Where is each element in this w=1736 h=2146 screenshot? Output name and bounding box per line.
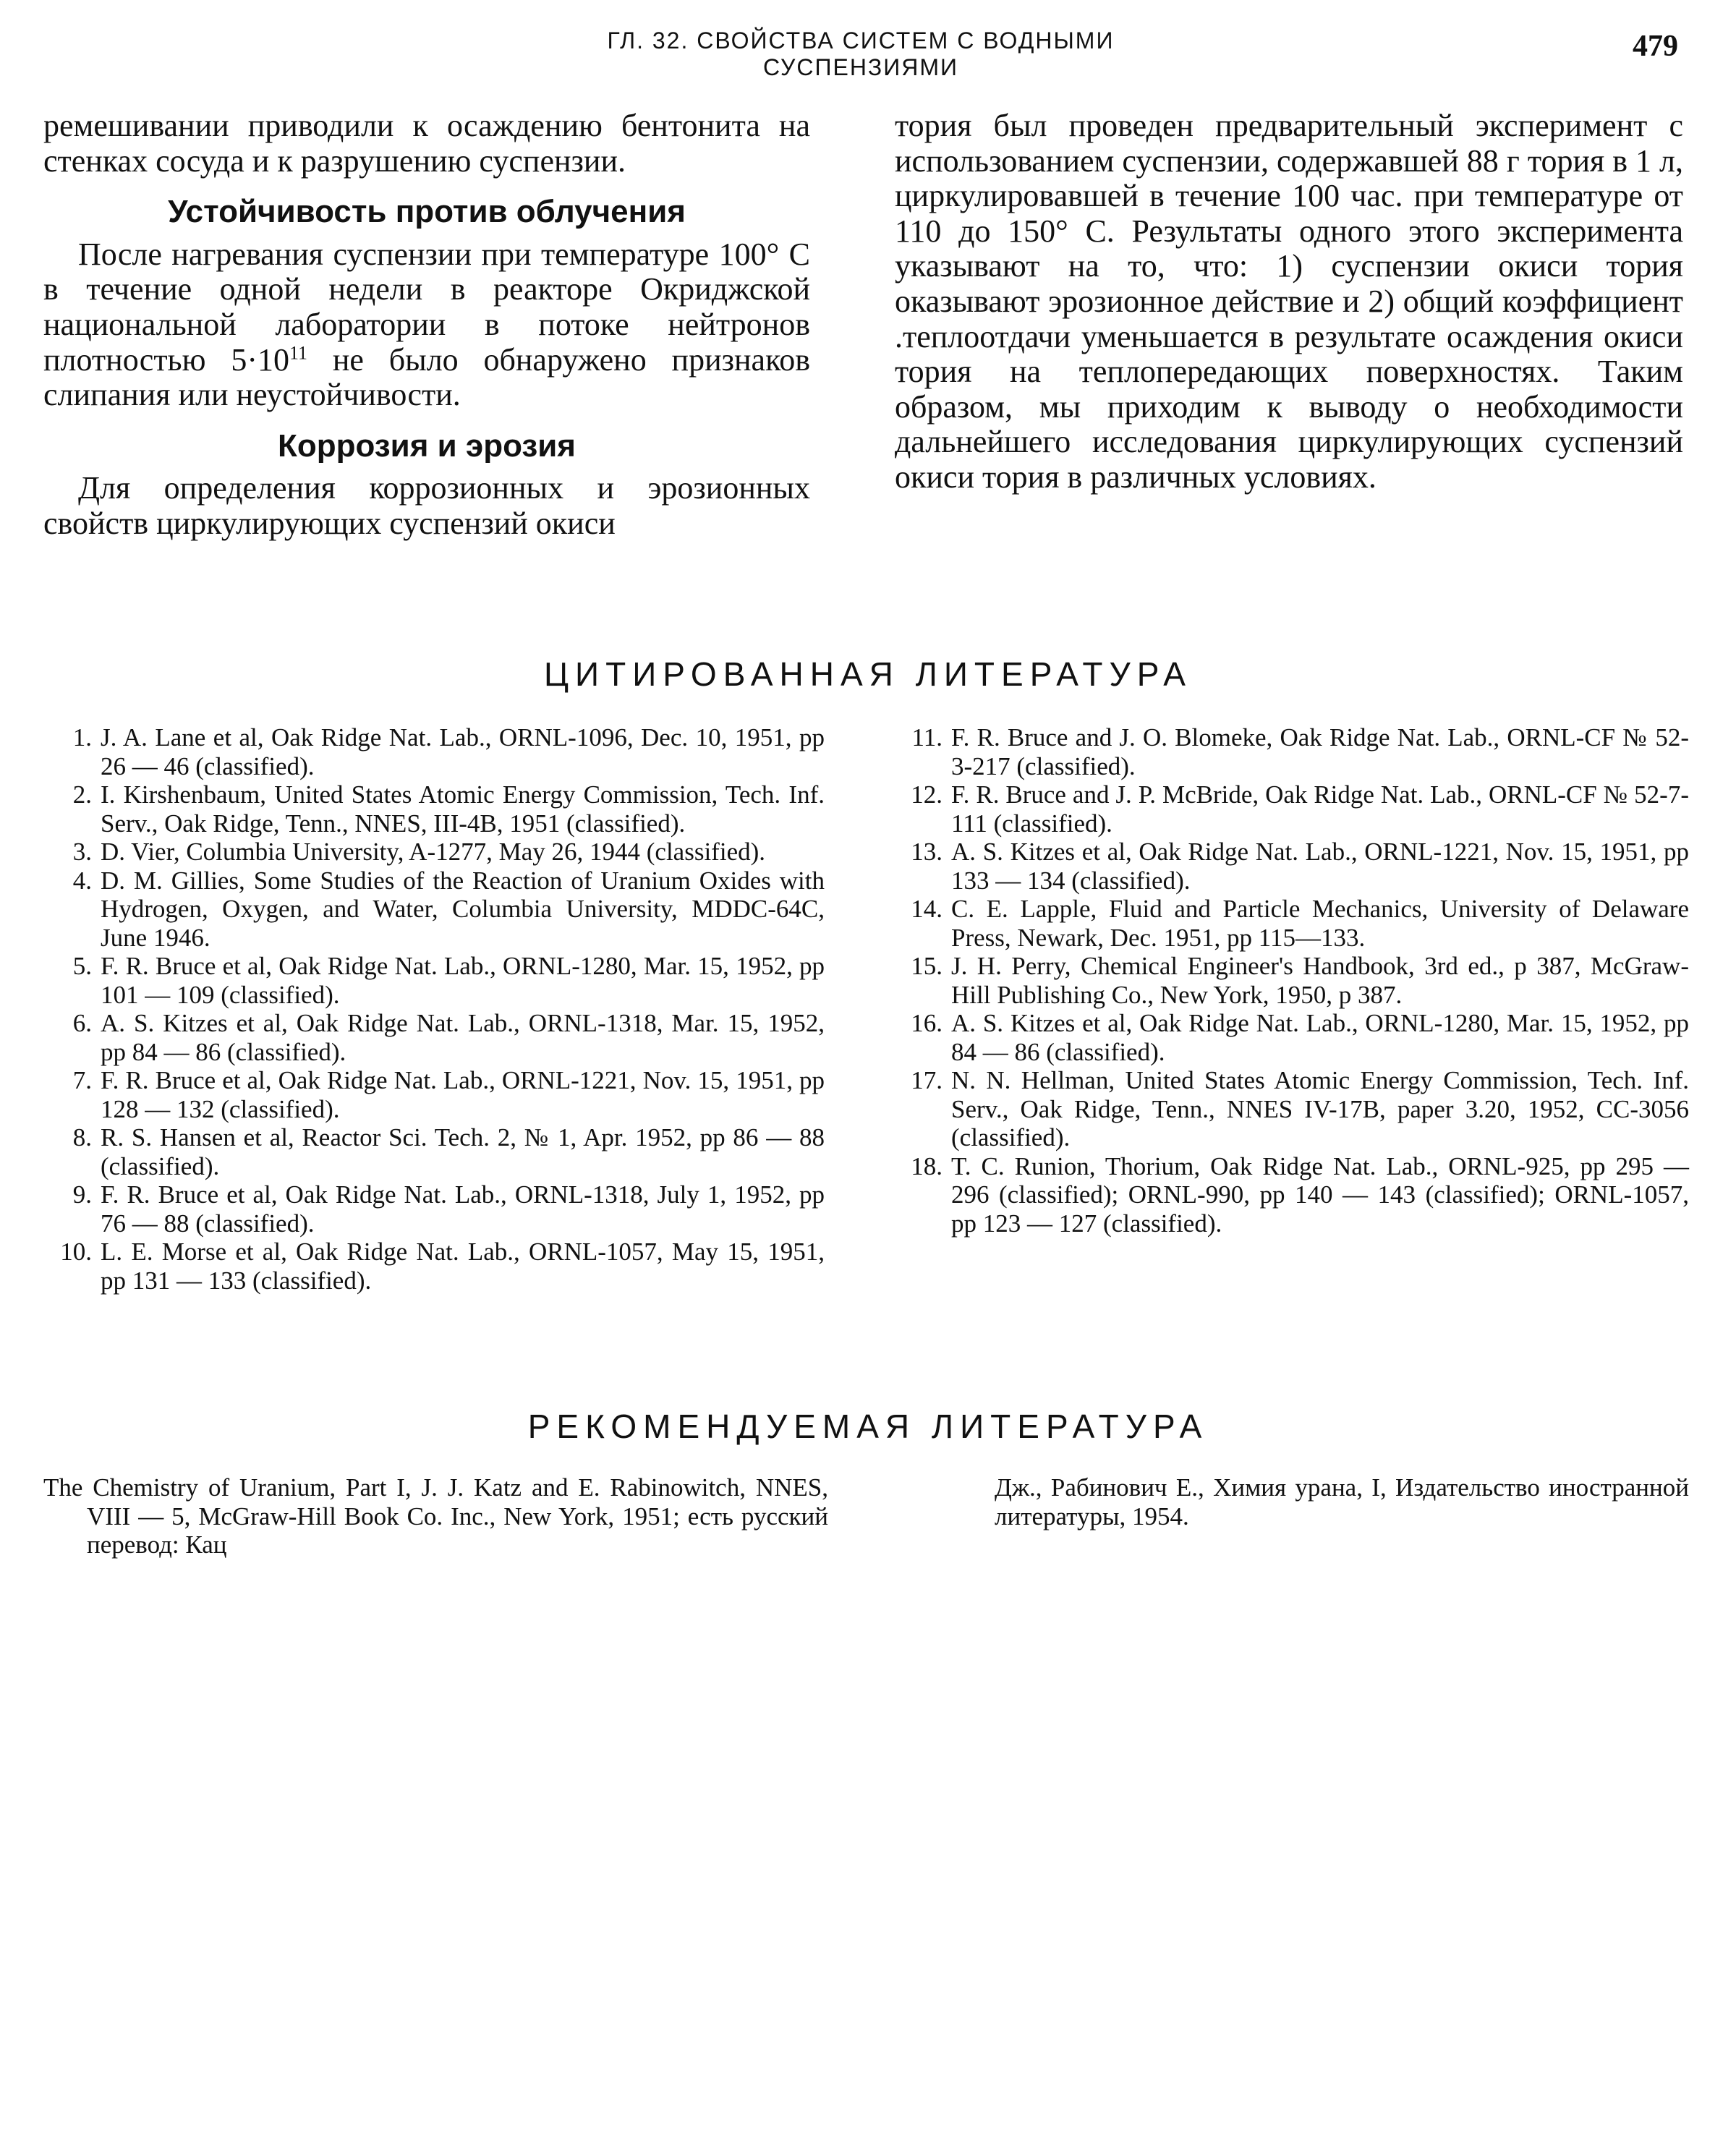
reference-text: A. S. Kitzes et al, Oak Ridge Nat. Lab., ORNL-1221, Nov. 15, 1951, pp 133 — 134 (classified). [951,838,1689,895]
heading-radiation-stability: Устойчивость против облучения [168,194,686,230]
reference-number: 1. [72,723,92,751]
exponent: 11 [289,341,308,363]
reference-text: R. S. Hansen et al, Reactor Sci. Tech. 2, № 1, Apr. 1952, pp 86 — 88 (classified). [101,1123,825,1180]
reference-text: J. A. Lane et al, Oak Ridge Nat. Lab., ORNL-1096, Dec. 10, 1951, pp 26 — 46 (classified). [101,723,825,780]
recommended-literature-title: РЕКОМЕНДУЕМАЯ ЛИТЕРАТУРА [527,1408,1209,1445]
reference-item [47,1180,825,1238]
reference-text: D. Vier, Columbia University, A-1277, May 26, 1944 (classified). [101,838,766,866]
page-number: 479 [1633,30,1678,63]
running-head: ГЛ. 32. СВОЙСТВА СИСТЕМ С ВОДНЫМИ СУСПЕНЗИЯМИ [607,27,1115,80]
reference-number: 5. [72,952,92,980]
reference-number: 8. [72,1123,92,1151]
recommended-reference-right: Дж., Рабинович Е., Химия урана, I, Издательство иностранной литературы, 1954. [995,1473,1689,1530]
left-column [43,108,810,542]
reference-text: C. E. Lapple, Fluid and Particle Mechanics, University of Delaware Press, Newark, Dec. 1951, pp 115—133. [951,895,1689,952]
reference-number: 15. [911,952,943,980]
reference-number: 4. [72,866,92,895]
reference-item [47,780,825,838]
right-column [895,108,1683,495]
cited-references-left [47,723,825,1295]
reference-number: 7. [72,1066,92,1094]
reference-number: 14. [911,895,943,923]
reference-number: 17. [911,1066,943,1094]
reference-text: F. R. Bruce and J. O. Blomeke, Oak Ridge Nat. Lab., ORNL-CF № 52-3-217 (classified). [951,723,1689,780]
reference-item [893,952,1689,1009]
heading-corrosion-erosion: Коррозия и эрозия [278,427,576,464]
reference-item [893,895,1689,952]
reference-text: A. S. Kitzes et al, Oak Ridge Nat. Lab., ORNL-1318, Mar. 15, 1952, pp 84 — 86 (classified). [101,1009,825,1066]
reference-item [47,867,825,953]
left-paragraph-2-part-a: После нагревания суспензии при температуре 100° С в течение одной недели в реакторе Окриджской национальной лаборатории в потоке нейтронов плотностью 5·10 [43,236,810,378]
left-paragraph-3: Для определения коррозионных и эрозионных свойств циркулирующих суспензий окиси [43,470,810,541]
reference-number: 13. [911,838,943,866]
reference-item [47,723,825,780]
recommended-reference-left: The Chemistry of Uranium, Part I, J. J. Katz and E. Rabinowitch, NNES, VIII — 5, McGraw-Hill Book Co. Inc., New York, 1951; есть русский перевод: Кац [43,1473,828,1559]
reference-text: F. R. Bruce et al, Oak Ridge Nat. Lab., ORNL-1318, July 1, 1952, pp 76 — 88 (classified). [101,1180,825,1238]
reference-item [893,1066,1689,1152]
reference-item [893,838,1689,895]
reference-text: D. M. Gillies, Some Studies of the Reaction of Uranium Oxides with Hydrogen, Oxygen, and Water, Columbia University, MDDC-64C, June 1946. [101,866,825,952]
left-paragraph-1: ремешивании приводили к осаждению бентонита на стенках сосуда и к разрушению суспензии. [43,108,810,179]
reference-item [47,1238,825,1295]
reference-text: F. R. Bruce and J. P. McBride, Oak Ridge Nat. Lab., ORNL-CF № 52-7-111 (classified). [951,780,1689,838]
reference-item [893,1009,1689,1066]
reference-text: F. R. Bruce et al, Oak Ridge Nat. Lab., ORNL-1280, Mar. 15, 1952, pp 101 — 109 (classified). [101,952,825,1009]
reference-number: 16. [911,1009,943,1037]
cited-references-right [893,723,1689,1238]
reference-item [893,780,1689,838]
reference-item [47,1123,825,1180]
reference-text: I. Kirshenbaum, United States Atomic Energy Commission, Tech. Inf. Serv., Oak Ridge, Tenn., NNES, III-4B, 1951 (classified). [101,780,825,838]
reference-number: 10. [60,1238,92,1266]
reference-text: N. N. Hellman, United States Atomic Energy Commission, Tech. Inf. Serv., Oak Ridge, Tenn., NNES IV-17B, paper 3.20, 1952, CC-3056 (classified). [951,1066,1689,1151]
reference-number: 11. [911,723,943,751]
reference-text: T. C. Runion, Thorium, Oak Ridge Nat. Lab., ORNL-925, pp 295 — 296 (classified); ORNL-990, pp 140 — 143 (classified); ORNL-1057, pp 123 — 127 (classified). [951,1151,1689,1238]
cited-literature-title: ЦИТИРОВАННАЯ ЛИТЕРАТУРА [544,655,1192,693]
reference-number: 12. [911,780,943,809]
reference-number: 3. [72,838,92,866]
reference-item [47,1009,825,1066]
reference-number: 6. [72,1009,92,1037]
reference-item [47,952,825,1009]
reference-item [893,1152,1689,1238]
left-paragraph-2 [43,237,810,413]
reference-text: J. H. Perry, Chemical Engineer's Handbook, 3rd ed., p 387, McGraw-Hill Publishing Co., New York, 1950, p 387. [951,952,1689,1009]
reference-number: 18. [911,1151,943,1180]
reference-item [47,838,825,867]
reference-item [893,723,1689,780]
reference-text: L. E. Morse et al, Oak Ridge Nat. Lab., ORNL-1057, May 15, 1951, pp 131 — 133 (classified). [101,1238,825,1295]
reference-number: 2. [72,780,92,809]
reference-text: A. S. Kitzes et al, Oak Ridge Nat. Lab., ORNL-1280, Mar. 15, 1952, pp 84 — 86 (classified). [951,1009,1689,1066]
reference-number: 9. [72,1180,92,1209]
reference-item [47,1066,825,1123]
left-paragraph-2-part-b: не было обнаружено признаков слипания или неустойчивости. [43,341,810,413]
reference-text: F. R. Bruce et al, Oak Ridge Nat. Lab., ORNL-1221, Nov. 15, 1951, pp 128 — 132 (classified). [101,1066,825,1123]
right-paragraph-1: тория был проведен предварительный эксперимент с использованием суспензии, содержавшей 88 г тория в 1 л, циркулировавшей в течение 100 час. при температуре от 110 до 150° С. Результаты одного этого эксперимента указывают на то, что: 1) суспензии окиси тория оказывают эрозионное действие и 2) общий коэффициент .теплоотдачи уменьшается в результате осаждения окиси тория на теплопередающих поверхностях. Таким образом, мы приходим к выводу о необходимости дальнейшего исследования циркулирующих суспензий окиси тория в различных условиях. [895,108,1684,495]
